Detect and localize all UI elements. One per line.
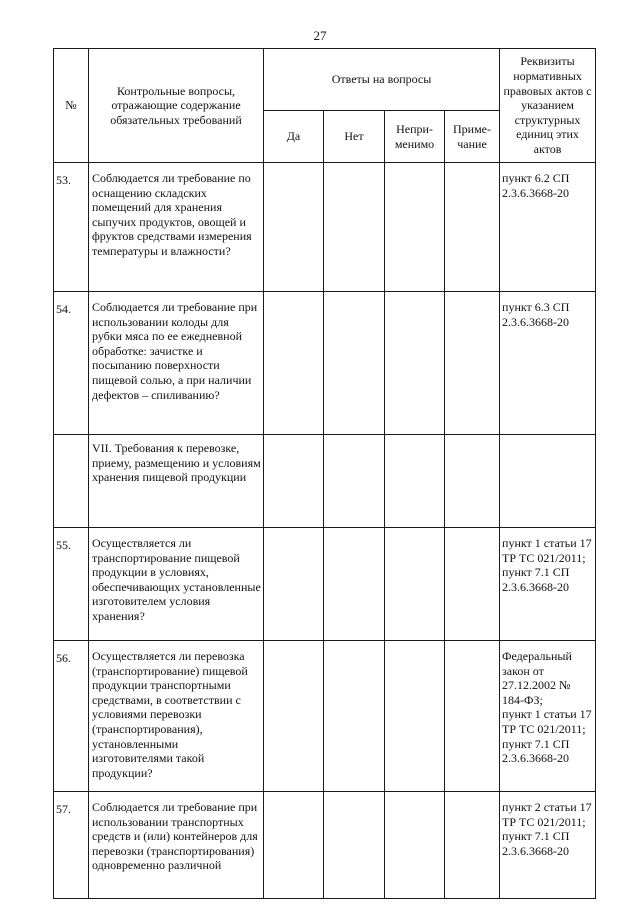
header-note: Приме- чание (445, 111, 500, 163)
row-number: 55. (54, 528, 89, 641)
answer-yes-cell[interactable] (264, 292, 324, 435)
answer-na-cell[interactable] (385, 641, 445, 792)
table-header (54, 49, 596, 163)
answer-na-cell[interactable] (385, 163, 445, 292)
answer-yes-cell[interactable] (264, 528, 324, 641)
row-requisites: пункт 1 статьи 17 ТР ТС 021/2011; пункт 7.1 СП 2.3.6.3668-20 (500, 528, 596, 641)
answer-na-cell[interactable] (385, 792, 445, 899)
row-number: 54. (54, 292, 89, 435)
answer-na-cell[interactable] (385, 528, 445, 641)
note-cell[interactable] (445, 528, 500, 641)
table-row (54, 292, 596, 435)
row-question: Осуществляется ли перевозка (транспортирование) пищевой продукции транспортными средствами, в соответствии с условиями перевозки (транспортирования), установленными изготовителями такой продукции? (89, 641, 264, 792)
header-question: Контрольные вопросы, отражающие содержание обязательных требований (89, 49, 264, 163)
answer-no-cell[interactable] (324, 163, 385, 292)
table-row (54, 792, 596, 899)
answer-no-cell[interactable] (324, 641, 385, 792)
answer-no-cell[interactable] (324, 792, 385, 899)
row-requisites: пункт 6.2 СП 2.3.6.3668-20 (500, 163, 596, 292)
section-title: VII. Требования к перевозке, приему, размещению и условиям хранения пищевой продукции (89, 435, 264, 528)
answer-yes-cell[interactable] (264, 641, 324, 792)
section-row (54, 435, 596, 528)
table-row (54, 641, 596, 792)
row-requisites: пункт 2 статьи 17 ТР ТС 021/2011; пункт 7.1 СП 2.3.6.3668-20 (500, 792, 596, 899)
note-cell[interactable] (445, 792, 500, 899)
answer-no-cell[interactable] (324, 528, 385, 641)
header-yes: Да (264, 111, 324, 163)
row-requisites: Федеральный закон от 27.12.2002 № 184-ФЗ; пункт 1 статьи 17 ТР ТС 021/2011; пункт 7.1 СП 2.3.6.3668-20 (500, 641, 596, 792)
answer-yes-cell[interactable] (264, 792, 324, 899)
header-no: Нет (324, 111, 385, 163)
note-cell[interactable] (445, 292, 500, 435)
header-not-applicable: Непри- менимо (385, 111, 445, 163)
row-question: Соблюдается ли требование по оснащению складских помещений для хранения сыпучих продуктов, овощей и фруктов средствами измерения температуры и влажности? (89, 163, 264, 292)
row-number: 53. (54, 163, 89, 292)
row-requisites: пункт 6.3 СП 2.3.6.3668-20 (500, 292, 596, 435)
header-requisites: Реквизиты нормативных правовых актов с указанием структурных единиц этих актов (500, 49, 596, 163)
header-number: № (54, 49, 89, 163)
note-cell[interactable] (445, 641, 500, 792)
answer-na-cell[interactable] (385, 292, 445, 435)
row-number: 57. (54, 792, 89, 899)
row-question: Осуществляется ли транспортирование пищевой продукции в условиях, обеспечивающих установленные изготовителем условия хранения? (89, 528, 264, 641)
page-number: 27 (313, 28, 327, 43)
note-cell[interactable] (445, 163, 500, 292)
answer-no-cell[interactable] (324, 292, 385, 435)
row-number: 56. (54, 641, 89, 792)
section-number-cell (54, 435, 89, 528)
table-row (54, 528, 596, 641)
header-answers: Ответы на вопросы (264, 49, 500, 111)
row-question: Соблюдается ли требование при использовании колоды для рубки мяса по ее ежедневной обработке: зачистке и посыпанию поверхности пищевой солью, а при наличии дефектов – спиливанию? (89, 292, 264, 435)
answer-yes-cell[interactable] (264, 163, 324, 292)
table-row (54, 163, 596, 292)
checklist-table (53, 48, 596, 899)
row-question: Соблюдается ли требование при использовании транспортных средств и (или) контейнеров для перевозки (транспортирования) одновременно различной (89, 792, 264, 899)
